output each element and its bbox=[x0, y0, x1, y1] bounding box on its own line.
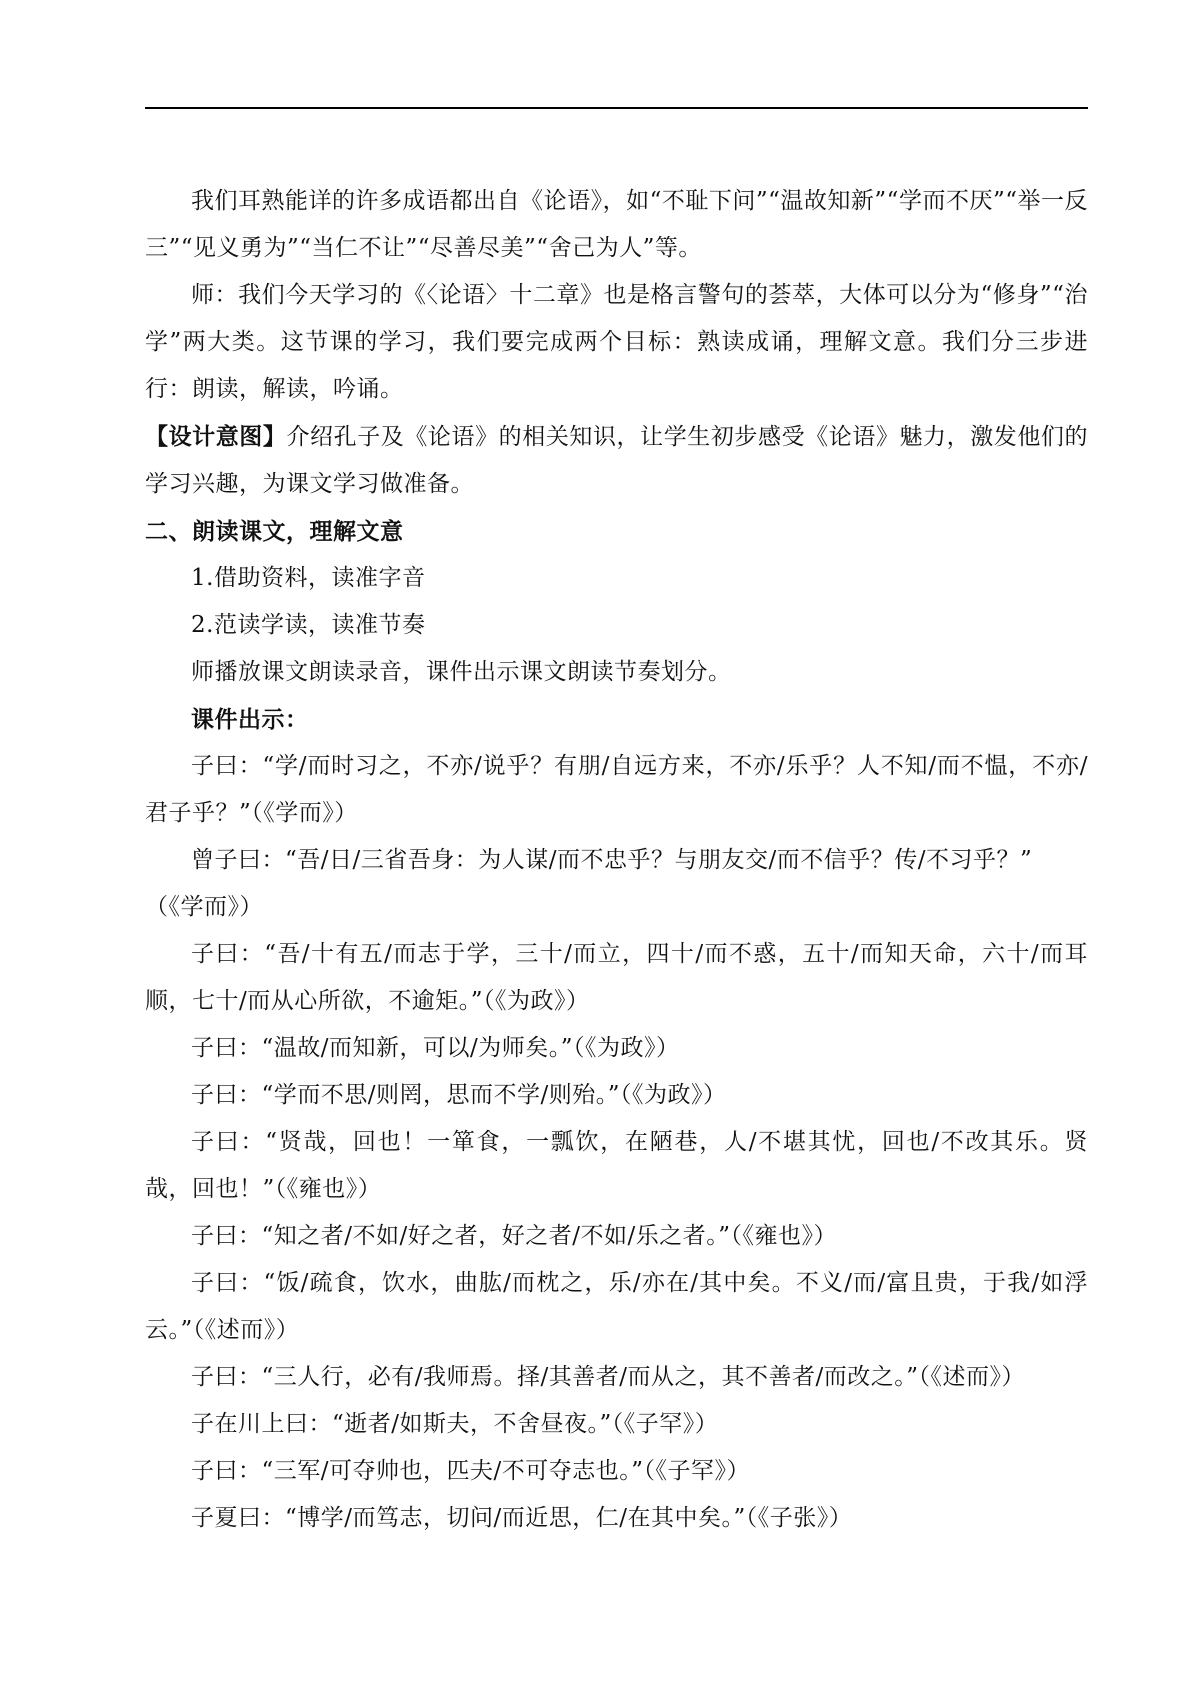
quote-xueer-1: 子曰：“学/而时习之，不亦/说乎？有朋/自远方来，不亦/乐乎？人不知/而不愠，不亦/君子乎？”（《学而》） bbox=[145, 753, 1088, 826]
quote-yongye-2: 子曰：“知之者/不如/好之者，好之者/不如/乐之者。”（《雍也》） bbox=[191, 1223, 838, 1249]
step-1: 1.借助资料，读准字音 bbox=[191, 565, 426, 591]
quote-zihan-1: 子在川上曰：“逝者/如斯夫，不舍昼夜。”（《子罕》） bbox=[191, 1411, 719, 1437]
quote-weizheng-2: 子曰：“温故/而知新，可以/为师矣。”（《为政》） bbox=[191, 1035, 680, 1061]
quote-shuer-2: 子曰：“三人行，必有/我师焉。择/其善者/而从之，其不善者/而改之。”（《述而》） bbox=[191, 1364, 1026, 1390]
quote-shuer-1: 子曰：“饭/疏食，饮水，曲肱/而枕之，乐/亦在/其中矣。不义/而/富且贵，于我/如浮云。”（《述而》） bbox=[145, 1270, 1088, 1343]
quote-xueer-2-source: （《学而》） bbox=[145, 894, 263, 920]
quote-zihan-2: 子曰：“三军/可夺帅也，匹夫/不可夺志也。”（《子罕》） bbox=[191, 1458, 751, 1484]
quote-zizhang: 子夏曰：“博学/而笃志，切问/而近思，仁/在其中矣。”（《子张》） bbox=[191, 1505, 853, 1531]
paragraph-design-intent bbox=[145, 413, 1088, 508]
paragraph-teacher-intro: 师：我们今天学习的《〈论语〉十二章》也是格言警句的荟萃，大体可以分为“修身”“治学”两大类。这节课的学习，我们要完成两个目标：熟读成诵，理解文意。我们分三步进行：朗读，解读，吟诵。 bbox=[145, 282, 1088, 402]
section-heading-2: 二、朗读课文，理解文意 bbox=[145, 518, 404, 545]
quote-weizheng-3: 子曰：“学而不思/则罔，思而不学/则殆。”（《为政》） bbox=[191, 1082, 727, 1108]
design-intent-text: 介绍孔子及《论语》的相关知识，让学生初步感受《论语》魅力，激发他们的学习兴趣，为课文学习做准备。 bbox=[145, 424, 1089, 497]
quote-yongye-1: 子曰：“贤哉，回也！一箪食，一瓢饮，在陋巷，人/不堪其忧，回也/不改其乐。贤哉，回也！”（《雍也》） bbox=[145, 1129, 1088, 1202]
courseware-label: 课件出示： bbox=[191, 706, 309, 733]
document-body bbox=[145, 178, 1088, 1542]
step-2: 2.范读学读，读准节奏 bbox=[191, 612, 426, 638]
paragraph-idioms: 我们耳熟能详的许多成语都出自《论语》，如“不耻下问”“温故知新”“学而不厌”“举一反三”“见义勇为”“当仁不让”“尽善尽美”“舍己为人”等。 bbox=[145, 188, 1088, 261]
header-rule bbox=[145, 107, 1088, 109]
quote-xueer-2: 曾子曰：“吾/日/三省吾身：为人谋/而不忠乎？与朋友交/而不信乎？传/不习乎？” bbox=[191, 847, 1033, 873]
quote-weizheng-1: 子曰：“吾/十有五/而志于学，三十/而立，四十/而不惑，五十/而知天命，六十/而耳顺，七十/而从心所欲，不逾矩。”（《为政》） bbox=[145, 941, 1088, 1014]
design-intent-label: 【设计意图】 bbox=[145, 423, 287, 450]
paragraph-teacher-play: 师播放课文朗读录音，课件出示课文朗读节奏划分。 bbox=[191, 659, 732, 685]
